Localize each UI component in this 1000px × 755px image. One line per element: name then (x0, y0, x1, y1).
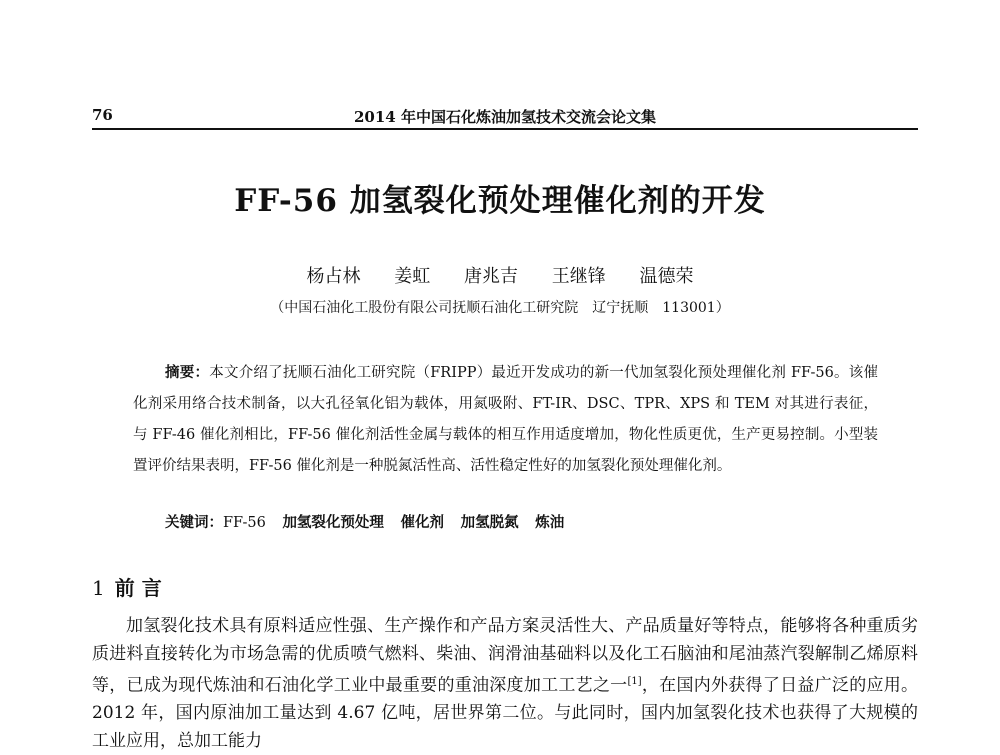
journal-title: 2014 年中国石化炼油加氢技术交流会论文集 (354, 108, 656, 126)
section-heading (92, 572, 162, 601)
abstract (133, 357, 878, 482)
abstract-text: 本文介绍了抚顺石油化工研究院（FRIPP）最近开发成功的新一代加氢裂化预处理催化剂 FF-56。该催化剂采用络合技术制备，以大孔径氧化铝为载体，用氮吸附、FT-IR、DSC、TPR、XPS 和 TEM 对其进行表征，与 FF-46 催化剂相比，FF-56 催化剂活性金属与载体的相互作用适度增加，物化性质更优，生产更易控制。小型装置评价结果表明，FF-56 催化剂是一种脱氮活性高、活性稳定性好的加氢裂化预处理催化剂。 (133, 365, 879, 474)
paper-title: FF-56 加氢裂化预处理催化剂的开发 (234, 183, 766, 219)
affiliation: （中国石油化工股份有限公司抚顺石油化工研究院 辽宁抚顺 113001） (270, 300, 730, 316)
section-title: 前 言 (114, 576, 162, 600)
keyword: 催化剂 (400, 514, 445, 531)
keyword: FF-56 (223, 515, 266, 531)
body-text-part: 加氢裂化技术具有原料适应性强、生产操作和产品方案灵活性大、产品质量好等特点，能够将各种重质劣质进料直接转化为市场急需的优质喷气燃料、柴油、润滑油基础料以及化工石脑油和尾油蒸汽裂解制乙烯原料等，已成为现代炼油和石油化学工业中最重要的重油深度加工工艺之一 (92, 616, 918, 696)
author: 唐兆吉 (464, 266, 518, 287)
keywords (165, 511, 564, 532)
running-header (92, 104, 918, 130)
author: 杨占林 (306, 266, 361, 287)
keyword: 炼油 (535, 514, 565, 531)
citation-ref: [1] (627, 676, 642, 687)
keyword: 加氢脱氮 (460, 514, 519, 531)
section-number: 1 (92, 576, 105, 600)
author-list (0, 262, 1000, 288)
author: 姜虹 (394, 266, 431, 287)
page-number: 76 (92, 106, 113, 124)
keyword: 加氢裂化预处理 (282, 514, 384, 531)
abstract-label: 摘要： (165, 364, 210, 381)
author: 温德荣 (639, 266, 694, 287)
author: 王继锋 (551, 266, 606, 287)
keywords-label: 关键词： (165, 514, 223, 531)
body-text-part: ，在国内外获得了日益广泛的应用。2012 年，国内原油加工量达到 4.67 亿吨，居世界第二位。与此同时，国内加氢裂化技术也获得了大规模的工业应用，总加工能力 (92, 675, 919, 751)
body-paragraph (92, 613, 918, 755)
